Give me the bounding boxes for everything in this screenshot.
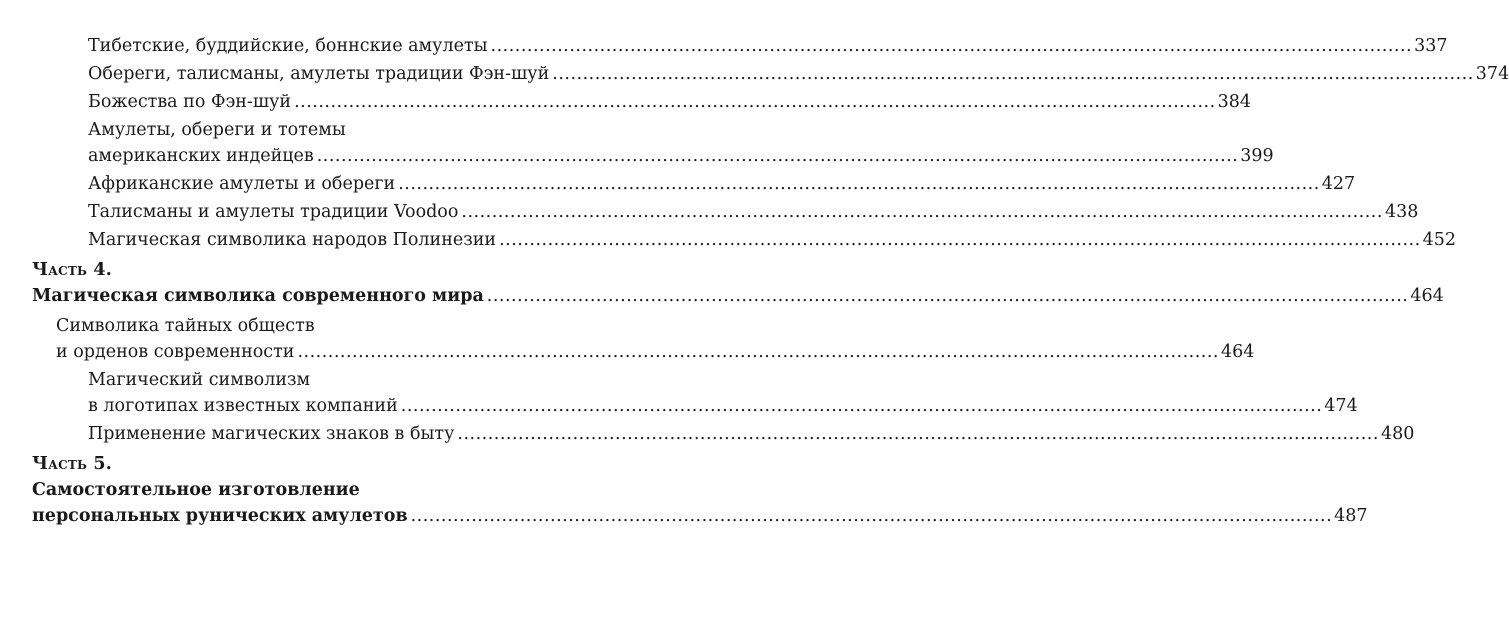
toc-entry-line1 bbox=[0, 312, 650, 340]
toc-entry-line1 bbox=[0, 116, 650, 144]
dot-leader: ........................................................................................................................................................ bbox=[461, 202, 1383, 222]
toc-entry-page: 464 bbox=[1410, 286, 1444, 306]
part-heading bbox=[0, 450, 650, 478]
part-5-title-line2: персональных рунических амулетов bbox=[32, 506, 408, 526]
toc-entry-title: Африканские амулеты и обереги bbox=[88, 174, 396, 194]
part-5-label: Часть 5. bbox=[32, 454, 113, 474]
part-5-title-line1: Самостоятельное изготовление bbox=[32, 480, 360, 500]
toc-entry-title-line1: Магический символизм bbox=[88, 370, 311, 390]
toc-entry-line1 bbox=[0, 366, 650, 394]
toc-entry bbox=[0, 282, 1444, 310]
dot-leader: ........................................................................................................................................................ bbox=[552, 64, 1474, 84]
toc-entry bbox=[0, 60, 1509, 88]
toc-entry bbox=[0, 88, 1252, 116]
dot-leader: ........................................................................................................................................................ bbox=[400, 396, 1323, 416]
toc-entry-title: Применение магических знаков в быту bbox=[88, 424, 455, 444]
toc-entry-page: 480 bbox=[1380, 424, 1415, 444]
toc-entry-page: 474 bbox=[1324, 396, 1358, 416]
dot-leader: ........................................................................................................................................................ bbox=[499, 230, 1421, 250]
toc-entry-title-line1: Амулеты, обереги и тотемы bbox=[88, 120, 346, 140]
toc-entry-title: Обереги, талисманы, амулеты традиции Фэн-шуй bbox=[88, 64, 550, 84]
part-4-title: Магическая символика современного мира bbox=[32, 286, 484, 306]
dot-leader: ........................................................................................................................................................ bbox=[410, 506, 1333, 526]
toc-entry-page: 438 bbox=[1384, 202, 1419, 222]
toc-entry-page: 399 bbox=[1240, 146, 1274, 166]
toc-entry-title: Божества по Фэн-шуй bbox=[88, 92, 292, 112]
dot-leader: ........................................................................................................................................................ bbox=[457, 424, 1379, 444]
toc-entry bbox=[0, 170, 1356, 198]
dot-leader: ........................................................................................................................................................ bbox=[316, 146, 1239, 166]
toc-entry bbox=[0, 32, 1448, 60]
toc-entry bbox=[0, 198, 1419, 226]
dot-leader: ........................................................................................................................................................ bbox=[486, 286, 1409, 306]
toc-entry-title: Талисманы и амулеты традиции Voodoo bbox=[88, 202, 459, 222]
dot-leader: ........................................................................................................................................................ bbox=[490, 36, 1413, 56]
toc-entry-page: 452 bbox=[1422, 230, 1457, 250]
dot-leader: ........................................................................................................................................................ bbox=[294, 92, 1216, 112]
toc-entry bbox=[0, 142, 1274, 170]
toc-entry bbox=[0, 502, 1368, 530]
toc-entry-page: 464 bbox=[1220, 342, 1255, 362]
toc-entry bbox=[0, 392, 1358, 420]
toc-entry-title-line2: американских индейцев bbox=[88, 146, 314, 166]
dot-leader: ........................................................................................................................................................ bbox=[398, 174, 1320, 194]
toc-entry-page: 384 bbox=[1217, 92, 1252, 112]
toc-entry-title-line2: в логотипах известных компаний bbox=[88, 396, 398, 416]
toc-entry bbox=[0, 338, 1255, 366]
toc-entry-title: Тибетские, буддийские, боннские амулеты bbox=[88, 36, 488, 56]
toc-entry-page: 487 bbox=[1334, 506, 1368, 526]
toc-entry-title-line1: Символика тайных обществ bbox=[56, 316, 315, 336]
part-4-label: Часть 4. bbox=[32, 260, 113, 280]
toc-entry bbox=[0, 226, 1457, 254]
toc-entry bbox=[0, 420, 1415, 448]
toc-entry-page: 374 bbox=[1475, 64, 1509, 84]
toc-entry-title: Магическая символика народов Полинезии bbox=[88, 230, 497, 250]
toc-entry-page: 427 bbox=[1321, 174, 1356, 194]
toc-entry-page: 337 bbox=[1414, 36, 1448, 56]
part-heading bbox=[0, 256, 650, 284]
dot-leader: ........................................................................................................................................................ bbox=[297, 342, 1219, 362]
toc-entry-line1 bbox=[0, 476, 650, 504]
toc-entry-title-line2: и орденов современности bbox=[56, 342, 295, 362]
